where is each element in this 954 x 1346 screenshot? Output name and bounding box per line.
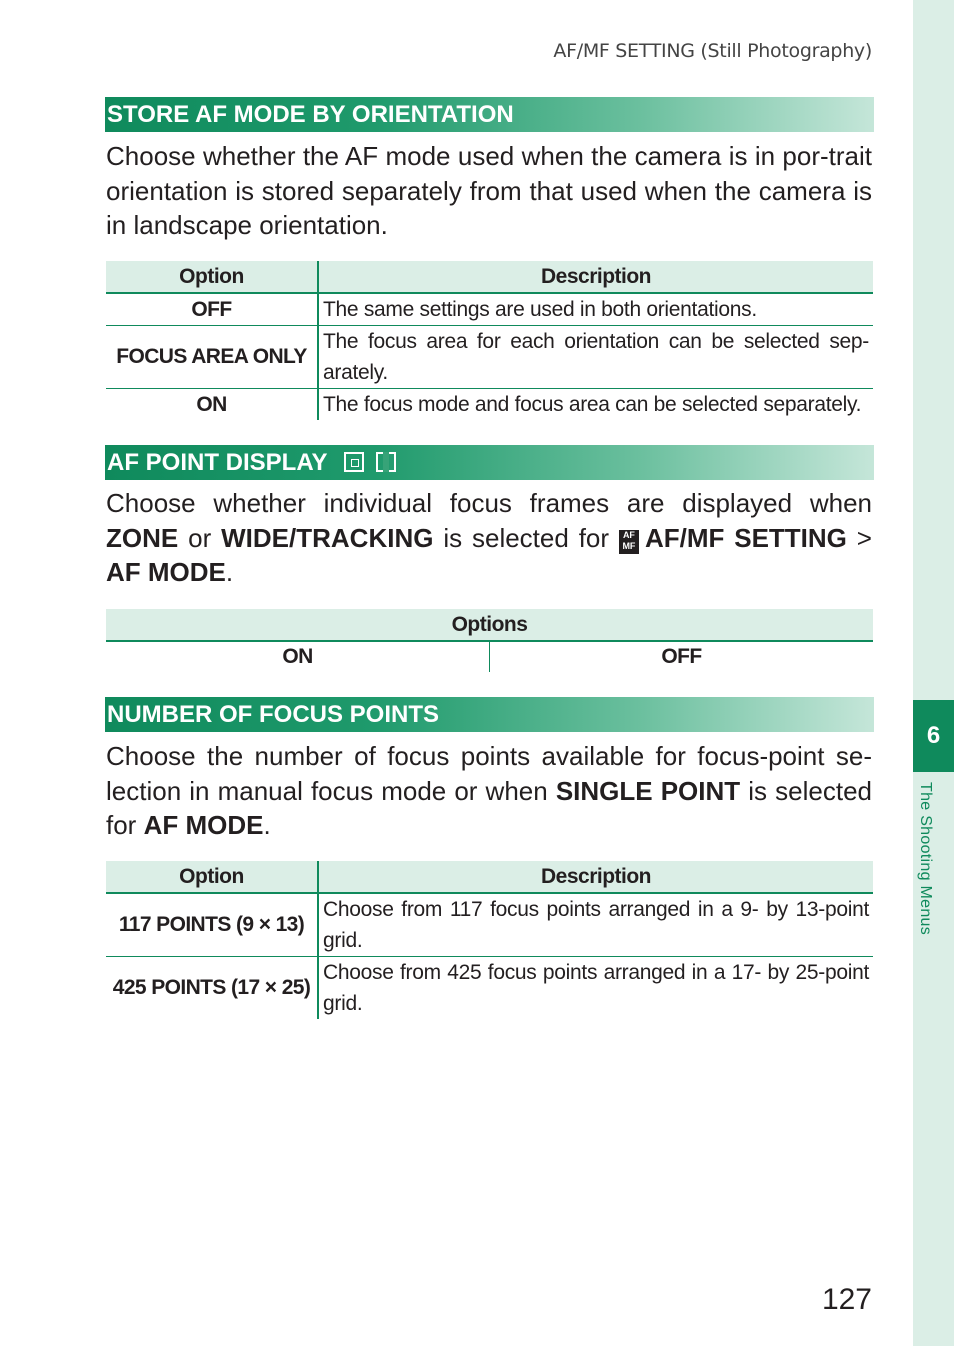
table-row (106, 389, 873, 421)
option-name: 117 POINTS (9 × 13) (106, 893, 318, 957)
page-number: 127 (821, 1283, 872, 1316)
option-name: ON (196, 392, 227, 416)
focus-points-options-table (106, 861, 873, 1019)
running-head: AF/MF SETTING (Still Photography) (553, 40, 872, 62)
table-row (106, 957, 873, 1020)
option-name: 425 POINTS (17 × 25) (112, 976, 311, 999)
column-header-options: Options (106, 609, 873, 641)
af-mf-menu-icon: AF MF (619, 530, 639, 554)
option-description: The focus mode and focus area can be selected separately. (318, 389, 873, 421)
single-point-icon (344, 452, 364, 472)
option-name: OFF (106, 293, 318, 326)
section-body-af-point-display: Choose whether individual focus frames are displayed when ZONE or WIDE/TRACKING is selected for AF MF AF/MF SETTING > AF MODE. (106, 488, 872, 587)
table-header-row (106, 261, 873, 293)
column-header-option: Option (106, 261, 318, 293)
af-point-display-options-table (106, 609, 873, 672)
section-title-store-af-mode: STORE AF MODE BY ORIENTATION (105, 97, 874, 132)
chapter-label: The Shooting Menus (917, 782, 934, 936)
option-name: FOCUS AREA ONLY (106, 326, 318, 389)
option-description: Choose from 117 focus points arranged in a 9- by 13-point grid. (318, 893, 873, 957)
table-header-row (106, 861, 873, 893)
section-body-store-af-mode: Choose whether the AF mode used when the camera is in por-trait orientation is stored separately from that used when the camera is in landscape orientation. (106, 141, 872, 240)
option-value-off: OFF (490, 641, 874, 672)
section-title-text: AF POINT DISPLAY (107, 449, 328, 476)
column-header-description: Description (318, 261, 873, 293)
table-row (106, 326, 873, 389)
option-description: The same settings are used in both orientations. (318, 293, 873, 326)
section-body-number-of-focus-points: Choose the number of focus points available for focus-point se-lection in manual focus mode or when SINGLE POINT is selected for AF MODE. (106, 741, 872, 840)
option-description: Choose from 425 focus points arranged in a 17- by 25-point grid. (318, 957, 873, 1020)
table-header-row (106, 609, 873, 641)
option-value-on: ON (282, 645, 313, 668)
zone-icon (376, 452, 396, 472)
section-title-af-point-display (105, 445, 874, 480)
table-row (106, 641, 873, 672)
column-header-option: Option (106, 861, 318, 893)
table-row (106, 893, 873, 957)
table-row (106, 293, 873, 326)
chapter-tab: 6 (913, 700, 954, 772)
section-title-number-of-focus-points: NUMBER OF FOCUS POINTS (105, 697, 874, 732)
store-af-mode-options-table (106, 261, 873, 420)
chapter-side-strip (913, 0, 954, 1346)
column-header-description: Description (318, 861, 873, 893)
option-description: The focus area for each orientation can be selected sep-arately. (318, 326, 873, 389)
